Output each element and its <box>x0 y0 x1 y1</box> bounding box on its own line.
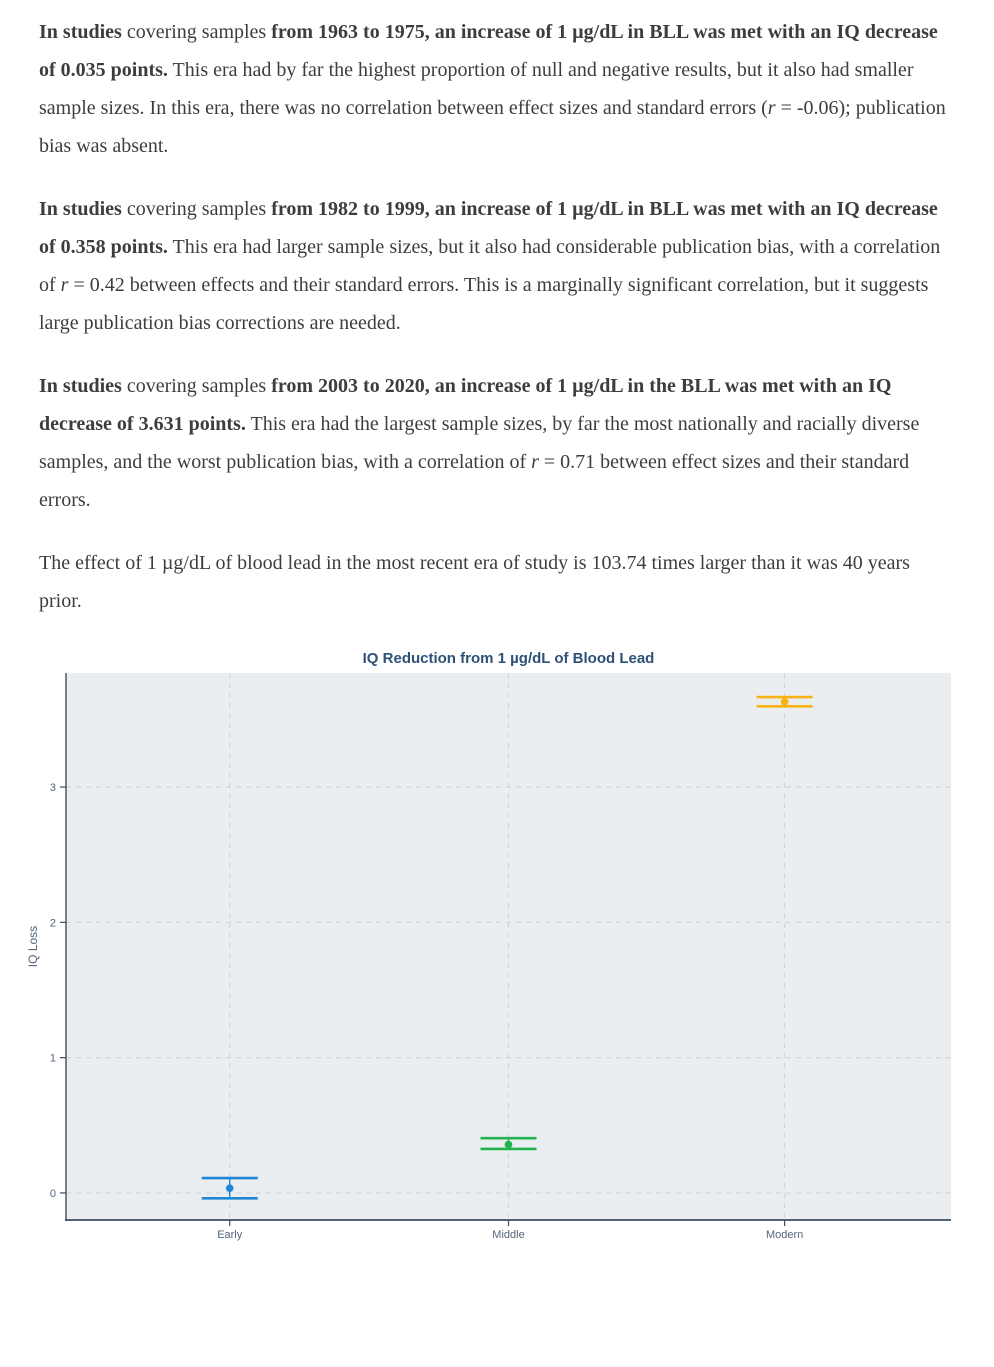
text-segment: In studies <box>39 375 122 397</box>
iq-reduction-chart <box>0 645 994 1245</box>
paragraph <box>39 190 948 342</box>
x-tick-label: Modern <box>765 1229 804 1241</box>
text-segment: from 2003 to 2020, an increase of 1 µg/dL in the BLL was met with an IQ decrease of 3.631 points. <box>39 375 892 435</box>
text-segment: from 1982 to 1999, an increase of 1 µg/dL in BLL was met with an IQ decrease of 0.358 points. <box>39 198 938 258</box>
text-segment: This era had the largest sample sizes, by far the most nationally and racially diverse samples, and the worst publication bias, with a correlation of <box>39 413 920 473</box>
article-text <box>0 0 994 620</box>
paragraph <box>39 544 948 620</box>
text-segment: covering samples <box>121 198 272 220</box>
data-point <box>226 1184 234 1192</box>
text-segment: r <box>60 274 69 296</box>
data-point <box>781 698 789 706</box>
text-segment: This era had larger sample sizes, but it also had considerable publication bias, with a correlation of <box>39 236 941 296</box>
y-tick-label: 0 <box>49 1187 56 1200</box>
paragraph <box>39 367 948 519</box>
text-segment: = -0.06); publication bias was absent. <box>39 97 946 157</box>
text-segment: In studies <box>39 198 122 220</box>
y-tick-label: 3 <box>49 782 56 795</box>
text-segment: r <box>767 97 776 119</box>
paragraph <box>39 13 948 165</box>
text-segment: from 1963 to 1975, an increase of 1 µg/dL in BLL was met with an IQ decrease of 0.035 points. <box>39 21 938 81</box>
y-tick-label: 1 <box>49 1052 56 1065</box>
chart-title: IQ Reduction from 1 µg/dL of Blood Lead <box>362 650 655 667</box>
text-segment: covering samples <box>121 21 272 43</box>
x-tick-label: Early <box>217 1229 243 1241</box>
y-axis-title: IQ Loss <box>26 925 40 968</box>
text-segment: = 0.42 between effects and their standard errors. This is a marginally significant correlation, but it suggests large publication bias corrections are needed. <box>39 274 929 334</box>
text-segment: In studies <box>39 21 122 43</box>
text-segment: The effect of 1 µg/dL of blood lead in the most recent era of study is 103.74 times larger than it was 40 years prior. <box>39 552 910 612</box>
x-tick-label: Middle <box>492 1229 525 1241</box>
text-segment: = 0.71 between effect sizes and their standard errors. <box>39 451 910 511</box>
text-segment: r <box>531 451 539 473</box>
data-point <box>505 1141 513 1149</box>
text-segment: covering samples <box>121 375 272 397</box>
chart-section <box>0 645 994 1250</box>
y-tick-label: 2 <box>49 917 56 930</box>
text-segment: This era had by far the highest proportion of null and negative results, but it also had smaller sample sizes. In this era, there was no correlation between effect sizes and standard errors ( <box>39 59 914 119</box>
